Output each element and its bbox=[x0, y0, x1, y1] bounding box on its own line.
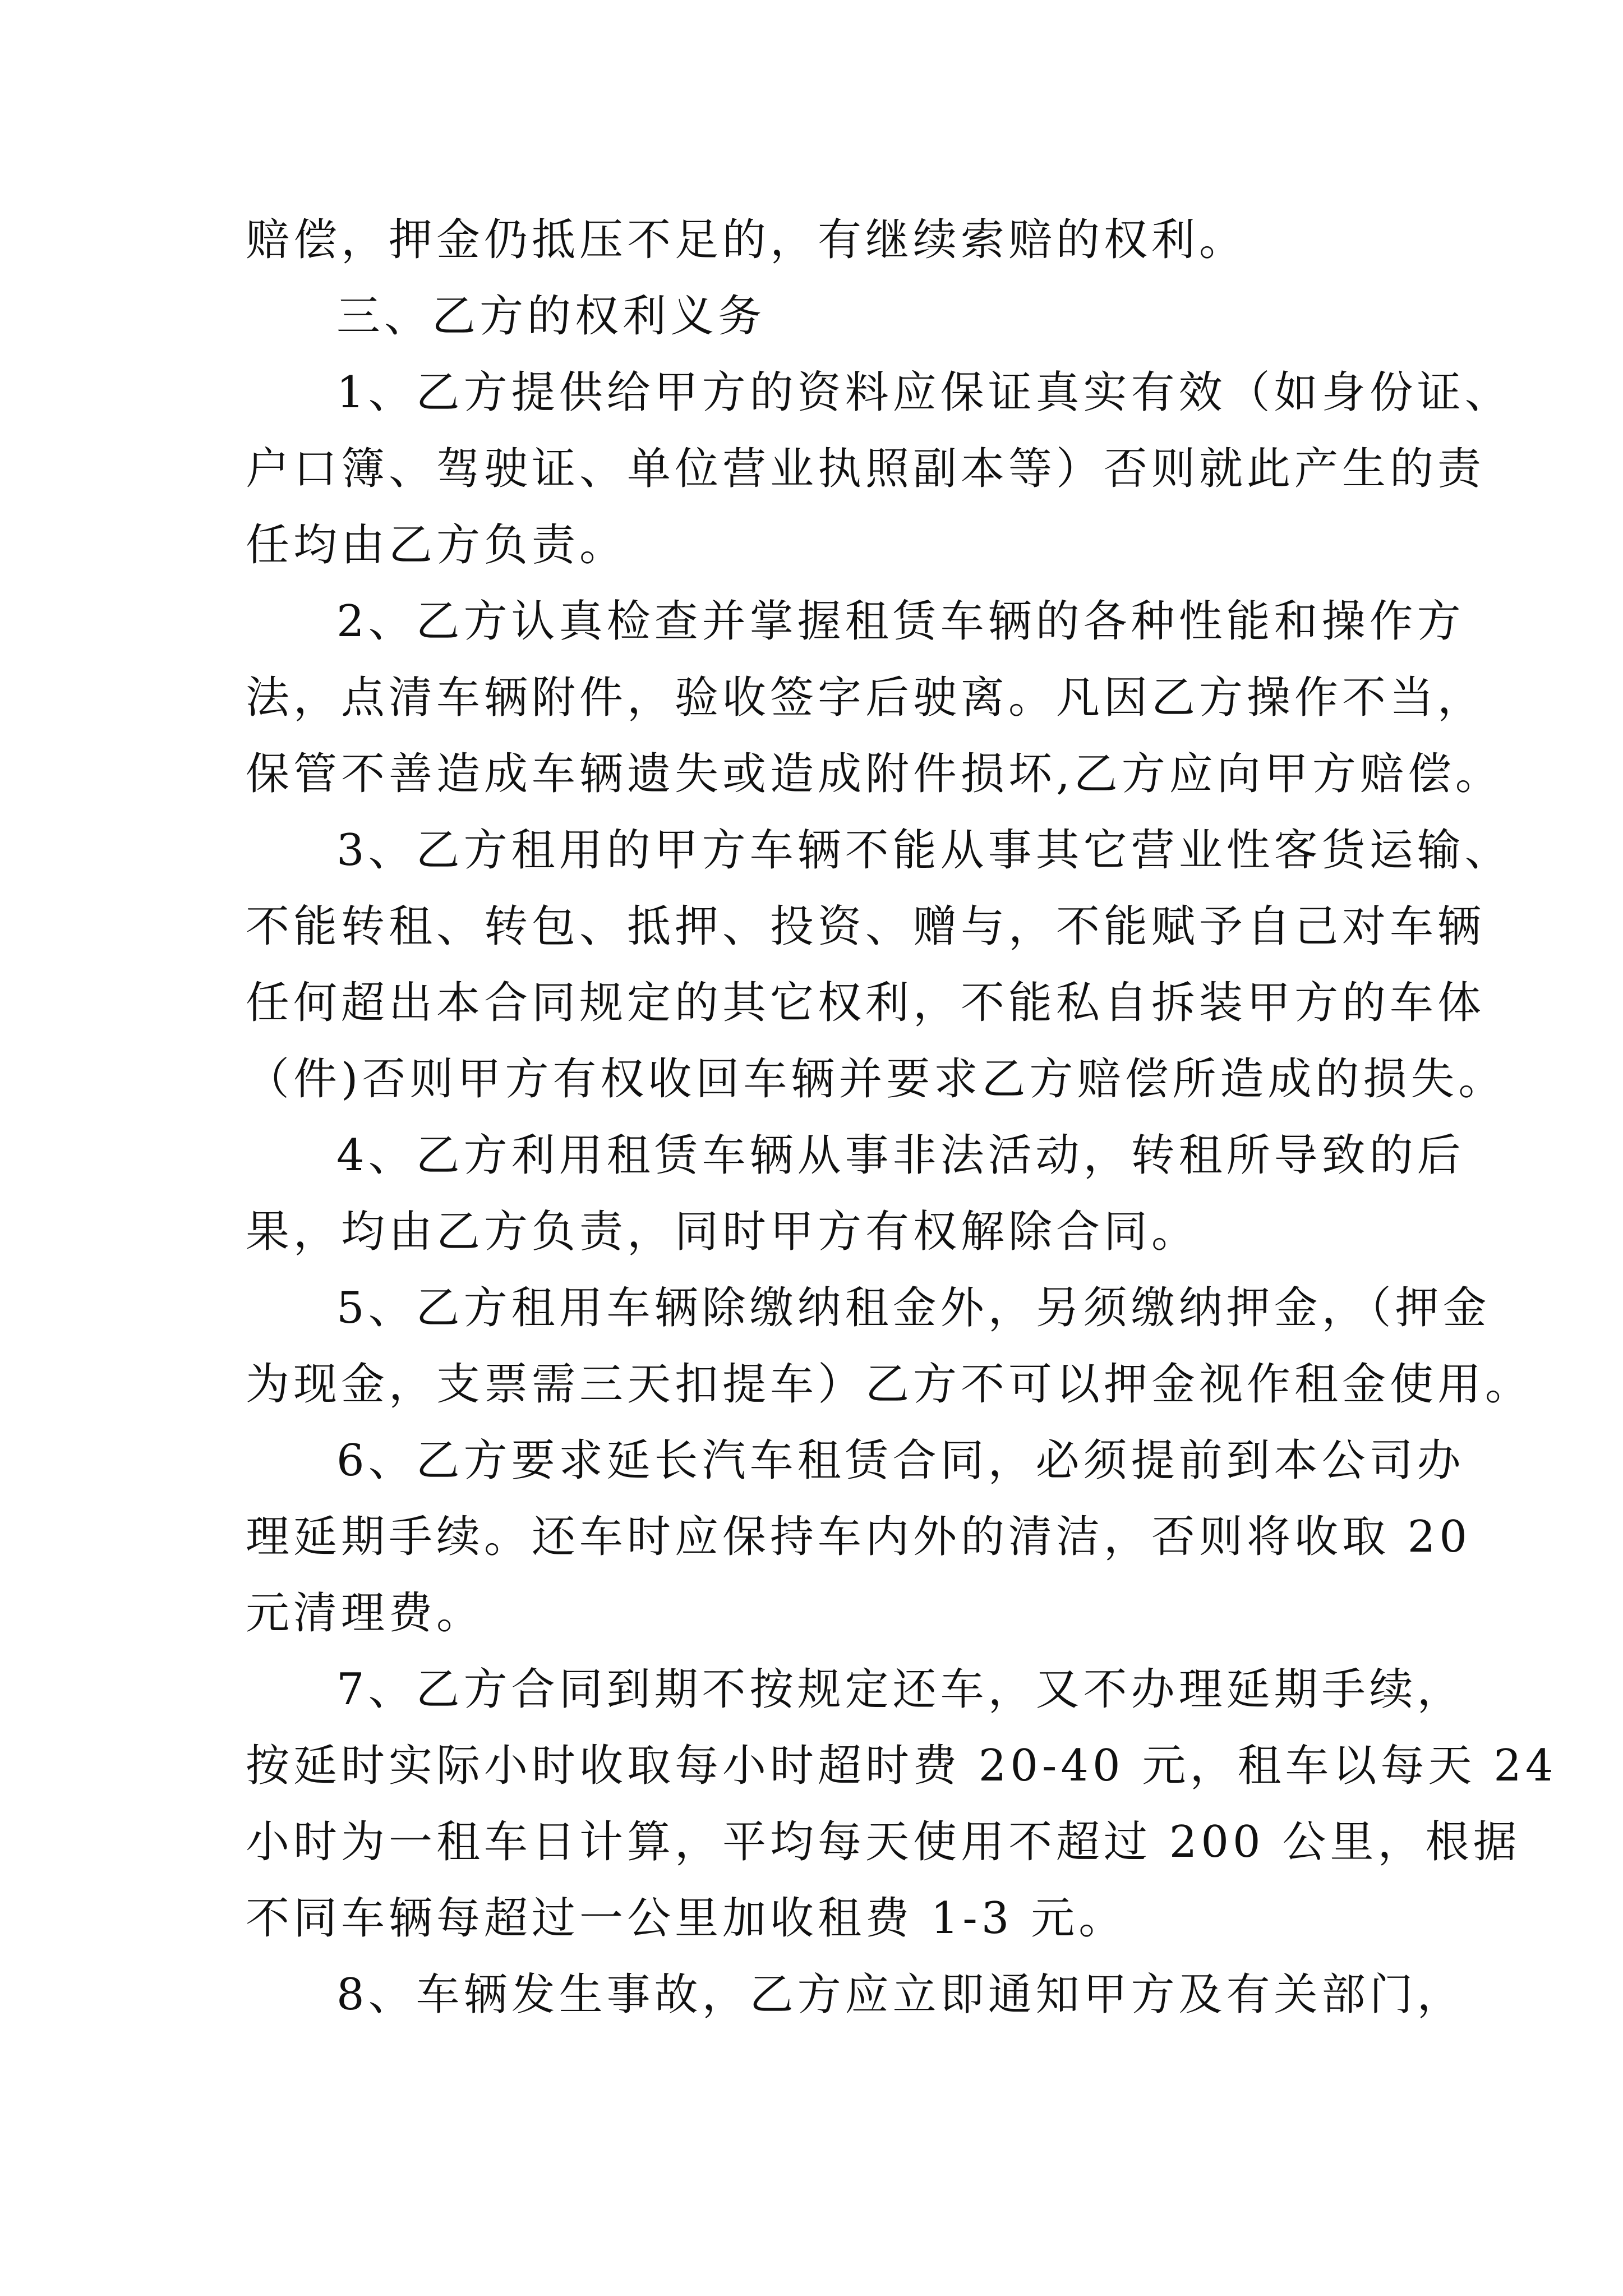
text-line: 户口簿、驾驶证、单位营业执照副本等）否则就此产生的责 bbox=[246, 444, 1486, 494]
text-line: 按延时实际小时收取每小时超时费 20-40 元，租车以每天 24 bbox=[246, 1741, 1557, 1791]
text-line: 元清理费。 bbox=[246, 1588, 485, 1639]
section-heading: 三、乙方的权利义务 bbox=[336, 291, 766, 342]
document-body bbox=[246, 202, 1557, 2033]
text-line: 4、乙方利用租赁车辆从事非法活动，转租所导致的后 bbox=[336, 1130, 1465, 1181]
text-line: 不同车辆每超过一公里加收租费 1-3 元。 bbox=[246, 1893, 1127, 1944]
text-line: （件)否则甲方有权收回车辆并要求乙方赔偿所造成的损失。 bbox=[246, 1054, 1506, 1105]
text-line: 5、乙方租用车辆除缴纳租金外，另须缴纳押金，（押金 bbox=[336, 1283, 1491, 1333]
text-line: 为现金，支票需三天扣提车）乙方不可以押金视作租金使用。 bbox=[246, 1359, 1533, 1410]
text-line: 小时为一租车日计算，平均每天使用不超过 200 公里，根据 bbox=[246, 1817, 1521, 1867]
text-line: 7、乙方合同到期不按规定还车，又不办理延期手续， bbox=[336, 1664, 1465, 1715]
text-line: 赔偿，押金仍抵压不足的，有继续索赔的权利。 bbox=[246, 215, 1247, 265]
text-line: 法，点清车辆附件，验收签字后驶离。凡因乙方操作不当， bbox=[246, 673, 1486, 723]
text-line: 任均由乙方负责。 bbox=[246, 520, 628, 570]
text-line: 任何超出本合同规定的其它权利，不能私自拆装甲方的车体 bbox=[246, 978, 1486, 1028]
text-line: 保管不善造成车辆遗失或造成附件损坏,乙方应向甲方赔偿。 bbox=[246, 749, 1503, 799]
text-line: 果，均由乙方负责，同时甲方有权解除合同。 bbox=[246, 1207, 1200, 1257]
text-line: 3、乙方租用的甲方车辆不能从事其它营业性客货运输、 bbox=[336, 825, 1513, 876]
text-line: 8、车辆发生事故，乙方应立即通知甲方及有关部门， bbox=[336, 1970, 1465, 2020]
text-line: 不能转租、转包、抵押、投资、赠与，不能赋予自己对车辆 bbox=[246, 901, 1486, 952]
text-line: 2、乙方认真检查并掌握租赁车辆的各种性能和操作方 bbox=[336, 596, 1465, 647]
text-line: 6、乙方要求延长汽车租赁合同，必须提前到本公司办 bbox=[336, 1435, 1465, 1486]
text-line: 理延期手续。还车时应保持车内外的清洁，否则将收取 20 bbox=[246, 1512, 1472, 1562]
text-line: 1、乙方提供给甲方的资料应保证真实有效（如身份证、 bbox=[336, 367, 1513, 418]
